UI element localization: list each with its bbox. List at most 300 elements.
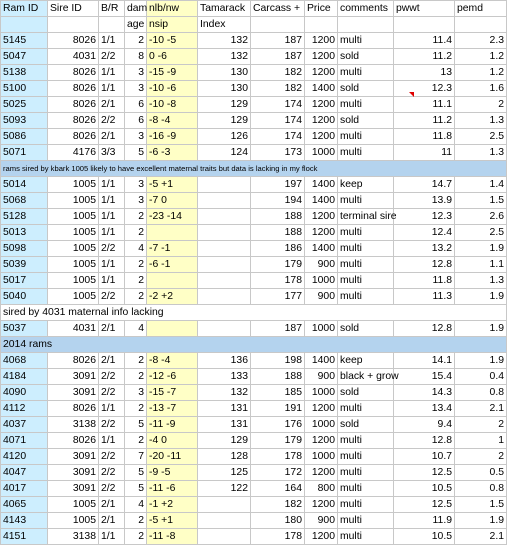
table-cell[interactable]: keep [338, 177, 394, 193]
table-cell[interactable]: 1400 [305, 353, 338, 369]
table-cell[interactable]: 2 [125, 273, 147, 289]
header-cell[interactable]: Sire ID [48, 1, 99, 17]
table-cell[interactable]: 8026 [48, 113, 99, 129]
table-cell[interactable]: 1/1 [99, 33, 125, 49]
table-cell[interactable]: 1200 [305, 465, 338, 481]
table-cell[interactable] [147, 321, 198, 337]
table-cell[interactable] [198, 513, 251, 529]
table-cell[interactable]: 4 [125, 497, 147, 513]
table-cell[interactable]: 8026 [48, 129, 99, 145]
table-cell[interactable]: 14.3 [394, 385, 455, 401]
table-cell[interactable]: 1.2 [455, 49, 507, 65]
table-cell[interactable]: 4068 [1, 353, 48, 369]
table-cell[interactable]: 11.2 [394, 113, 455, 129]
table-cell[interactable]: 2 [125, 33, 147, 49]
table-cell[interactable]: 11.1 [394, 97, 455, 113]
table-cell[interactable]: 187 [251, 49, 305, 65]
table-cell[interactable]: 177 [251, 289, 305, 305]
table-cell[interactable]: 1005 [48, 209, 99, 225]
header-cell[interactable]: B/R [99, 1, 125, 17]
table-cell[interactable]: 178 [251, 449, 305, 465]
table-cell[interactable]: 3/3 [99, 145, 125, 161]
table-cell[interactable]: 1.1 [455, 257, 507, 273]
table-cell[interactable]: 11.9 [394, 513, 455, 529]
table-cell[interactable]: 1200 [305, 401, 338, 417]
header-cell[interactable]: comments [338, 1, 394, 17]
table-cell[interactable]: 2/2 [99, 481, 125, 497]
table-cell[interactable]: 5098 [1, 241, 48, 257]
table-cell[interactable]: 900 [305, 369, 338, 385]
table-cell[interactable]: 126 [198, 129, 251, 145]
table-cell[interactable]: -1 +2 [147, 497, 198, 513]
table-cell[interactable]: -16 -9 [147, 129, 198, 145]
table-cell[interactable]: -8 -4 [147, 113, 198, 129]
table-cell[interactable] [198, 289, 251, 305]
table-cell[interactable]: sold [338, 49, 394, 65]
table-cell[interactable]: 1200 [305, 113, 338, 129]
header-cell[interactable]: Carcass + [251, 1, 305, 17]
section-note[interactable]: 2014 rams [1, 337, 507, 353]
table-cell[interactable]: 5138 [1, 65, 48, 81]
table-cell[interactable]: 2/2 [99, 465, 125, 481]
table-cell[interactable]: 8026 [48, 433, 99, 449]
table-cell[interactable]: 11.4 [394, 33, 455, 49]
table-cell[interactable]: 5071 [1, 145, 48, 161]
table-cell[interactable]: 15.4 [394, 369, 455, 385]
table-cell[interactable]: 125 [198, 465, 251, 481]
table-cell[interactable]: 2 [455, 449, 507, 465]
table-cell[interactable]: -4 0 [147, 433, 198, 449]
table-cell[interactable]: multi [338, 193, 394, 209]
table-cell[interactable]: 1200 [305, 49, 338, 65]
table-cell[interactable]: 5068 [1, 193, 48, 209]
table-cell[interactable]: multi [338, 257, 394, 273]
table-cell[interactable]: 182 [251, 81, 305, 97]
table-cell[interactable]: 1/1 [99, 225, 125, 241]
table-cell[interactable]: 1000 [305, 449, 338, 465]
table-cell[interactable]: 2 [125, 433, 147, 449]
table-cell[interactable]: 130 [198, 65, 251, 81]
subheader-cell[interactable] [251, 17, 305, 33]
table-cell[interactable]: 186 [251, 241, 305, 257]
table-cell[interactable]: 2/1 [99, 97, 125, 113]
table-cell[interactable]: 5 [125, 145, 147, 161]
table-cell[interactable]: -20 -11 [147, 449, 198, 465]
table-cell[interactable]: multi [338, 529, 394, 545]
table-cell[interactable]: 1.4 [455, 177, 507, 193]
header-cell[interactable]: pemd [455, 1, 507, 17]
table-cell[interactable]: -6 -3 [147, 145, 198, 161]
table-cell[interactable]: 2/2 [99, 113, 125, 129]
table-cell[interactable]: 0 -6 [147, 49, 198, 65]
table-cell[interactable]: 0.8 [455, 385, 507, 401]
subheader-cell[interactable] [394, 17, 455, 33]
table-cell[interactable]: 130 [198, 81, 251, 97]
table-cell[interactable]: 179 [251, 257, 305, 273]
table-cell[interactable]: 1/1 [99, 529, 125, 545]
table-cell[interactable]: 12.4 [394, 225, 455, 241]
table-cell[interactable]: 900 [305, 257, 338, 273]
table-cell[interactable]: 1400 [305, 241, 338, 257]
table-cell[interactable]: -13 -7 [147, 401, 198, 417]
table-cell[interactable]: 4184 [1, 369, 48, 385]
table-cell[interactable]: 2 [455, 97, 507, 113]
table-cell[interactable]: 131 [198, 417, 251, 433]
table-cell[interactable]: 5013 [1, 225, 48, 241]
table-cell[interactable]: 11.8 [394, 129, 455, 145]
table-cell[interactable]: 132 [198, 385, 251, 401]
table-cell[interactable]: 12.5 [394, 465, 455, 481]
table-cell[interactable]: 132 [198, 49, 251, 65]
table-cell[interactable]: 1/1 [99, 65, 125, 81]
table-cell[interactable]: 2/1 [99, 513, 125, 529]
table-cell[interactable]: 124 [198, 145, 251, 161]
table-cell[interactable]: 1200 [305, 129, 338, 145]
table-cell[interactable]: multi [338, 145, 394, 161]
table-cell[interactable]: 6 [125, 97, 147, 113]
table-cell[interactable]: 1.9 [455, 513, 507, 529]
table-cell[interactable]: 1200 [305, 97, 338, 113]
table-cell[interactable]: -12 -6 [147, 369, 198, 385]
table-cell[interactable]: 1200 [305, 433, 338, 449]
table-cell[interactable]: 5 [125, 481, 147, 497]
table-cell[interactable] [198, 241, 251, 257]
table-cell[interactable] [198, 497, 251, 513]
table-cell[interactable]: 5025 [1, 97, 48, 113]
table-cell[interactable]: -11 -6 [147, 481, 198, 497]
table-cell[interactable]: 2/2 [99, 417, 125, 433]
table-cell[interactable]: 129 [198, 97, 251, 113]
table-cell[interactable]: 2/2 [99, 449, 125, 465]
table-cell[interactable]: 3 [125, 81, 147, 97]
table-cell[interactable] [198, 225, 251, 241]
table-cell[interactable]: 12.3 [394, 209, 455, 225]
table-cell[interactable]: 8026 [48, 81, 99, 97]
table-cell[interactable]: 174 [251, 97, 305, 113]
section-note[interactable]: rams sired by kbark 1005 likely to have excellent maternal traits but data is lacking in my flock [1, 161, 507, 177]
table-cell[interactable]: 4037 [1, 417, 48, 433]
table-cell[interactable]: multi [338, 289, 394, 305]
table-cell[interactable]: 182 [251, 497, 305, 513]
table-cell[interactable] [198, 257, 251, 273]
table-cell[interactable]: 5 [125, 417, 147, 433]
header-cell[interactable]: Ram ID [1, 1, 48, 17]
subheader-cell[interactable]: Index [198, 17, 251, 33]
table-cell[interactable]: 182 [251, 65, 305, 81]
table-cell[interactable]: 1200 [305, 65, 338, 81]
table-cell[interactable]: 1.9 [455, 321, 507, 337]
table-cell[interactable]: 0.4 [455, 369, 507, 385]
table-cell[interactable]: multi [338, 433, 394, 449]
table-cell[interactable]: 3 [125, 177, 147, 193]
table-cell[interactable]: 4151 [1, 529, 48, 545]
table-cell[interactable]: 2/1 [99, 321, 125, 337]
table-cell[interactable]: 187 [251, 321, 305, 337]
table-cell[interactable]: 2/1 [99, 353, 125, 369]
table-cell[interactable]: -7 -1 [147, 241, 198, 257]
section-note[interactable]: sired by 4031 maternal info lacking [1, 305, 507, 321]
table-cell[interactable]: 5093 [1, 113, 48, 129]
table-cell[interactable]: 1.2 [455, 65, 507, 81]
table-cell[interactable]: 197 [251, 177, 305, 193]
table-cell[interactable]: 1200 [305, 209, 338, 225]
table-cell[interactable]: 8026 [48, 353, 99, 369]
table-cell[interactable]: 2 [125, 369, 147, 385]
table-cell[interactable]: 188 [251, 209, 305, 225]
table-cell[interactable]: sold [338, 321, 394, 337]
table-cell[interactable]: sold [338, 417, 394, 433]
table-cell[interactable]: 188 [251, 225, 305, 241]
table-cell[interactable]: 164 [251, 481, 305, 497]
table-cell[interactable]: 14.1 [394, 353, 455, 369]
table-cell[interactable]: 3138 [48, 529, 99, 545]
table-cell[interactable]: 2.1 [455, 401, 507, 417]
table-cell[interactable]: 1005 [48, 257, 99, 273]
table-cell[interactable]: 2 [125, 225, 147, 241]
table-cell[interactable]: multi [338, 129, 394, 145]
table-cell[interactable]: 122 [198, 481, 251, 497]
table-cell[interactable]: 12.8 [394, 433, 455, 449]
table-cell[interactable]: 1000 [305, 417, 338, 433]
table-cell[interactable]: 8026 [48, 97, 99, 113]
table-cell[interactable] [147, 225, 198, 241]
header-cell[interactable]: pwwt [394, 1, 455, 17]
table-cell[interactable]: 4017 [1, 481, 48, 497]
table-cell[interactable]: multi [338, 97, 394, 113]
table-cell[interactable]: 12.8 [394, 321, 455, 337]
table-cell[interactable]: 7 [125, 449, 147, 465]
table-cell[interactable]: -10 -8 [147, 97, 198, 113]
table-cell[interactable]: 198 [251, 353, 305, 369]
table-cell[interactable]: 1005 [48, 289, 99, 305]
table-cell[interactable]: 1/1 [99, 81, 125, 97]
table-cell[interactable]: -23 -14 [147, 209, 198, 225]
table-cell[interactable]: 178 [251, 273, 305, 289]
table-cell[interactable]: 5014 [1, 177, 48, 193]
table-cell[interactable]: 1005 [48, 177, 99, 193]
table-cell[interactable]: sold [338, 113, 394, 129]
header-cell[interactable]: Price [305, 1, 338, 17]
table-cell[interactable]: 5047 [1, 49, 48, 65]
table-cell[interactable]: 1005 [48, 497, 99, 513]
table-cell[interactable]: 1.5 [455, 497, 507, 513]
table-cell[interactable]: 2.3 [455, 33, 507, 49]
table-cell[interactable]: multi [338, 273, 394, 289]
table-cell[interactable]: 1005 [48, 225, 99, 241]
table-cell[interactable]: 1.5 [455, 193, 507, 209]
table-cell[interactable]: 1/1 [99, 401, 125, 417]
table-cell[interactable]: 1200 [305, 33, 338, 49]
table-cell[interactable]: 1.9 [455, 289, 507, 305]
table-cell[interactable]: multi [338, 225, 394, 241]
header-cell[interactable]: nlb/nw [147, 1, 198, 17]
table-cell[interactable]: 131 [198, 401, 251, 417]
table-cell[interactable]: 1/1 [99, 193, 125, 209]
table-cell[interactable]: 5 [125, 465, 147, 481]
table-cell[interactable]: 2/1 [99, 497, 125, 513]
table-cell[interactable]: 194 [251, 193, 305, 209]
table-cell[interactable]: 8026 [48, 401, 99, 417]
table-cell[interactable]: 172 [251, 465, 305, 481]
table-cell[interactable]: 3 [125, 129, 147, 145]
table-cell[interactable]: 11 [394, 145, 455, 161]
table-cell[interactable]: 13 [394, 65, 455, 81]
table-cell[interactable]: 1/1 [99, 273, 125, 289]
table-cell[interactable]: 2 [125, 353, 147, 369]
table-cell[interactable]: 178 [251, 529, 305, 545]
table-cell[interactable]: -10 -5 [147, 33, 198, 49]
table-cell[interactable]: 179 [251, 433, 305, 449]
table-cell[interactable]: -11 -8 [147, 529, 198, 545]
table-cell[interactable]: 1/1 [99, 209, 125, 225]
table-cell[interactable]: 4 [125, 241, 147, 257]
table-cell[interactable]: 2/2 [99, 49, 125, 65]
table-cell[interactable]: 1 [455, 433, 507, 449]
table-cell[interactable]: multi [338, 241, 394, 257]
table-cell[interactable]: multi [338, 401, 394, 417]
table-cell[interactable]: 187 [251, 33, 305, 49]
table-cell[interactable]: 5039 [1, 257, 48, 273]
table-cell[interactable]: 3 [125, 193, 147, 209]
table-cell[interactable]: terminal sire [338, 209, 394, 225]
table-cell[interactable]: 8 [125, 49, 147, 65]
subheader-cell[interactable] [305, 17, 338, 33]
table-cell[interactable] [198, 273, 251, 289]
table-cell[interactable]: 8026 [48, 33, 99, 49]
table-cell[interactable] [198, 321, 251, 337]
subheader-cell[interactable] [1, 17, 48, 33]
table-cell[interactable]: 4047 [1, 465, 48, 481]
table-cell[interactable]: 2/2 [99, 385, 125, 401]
table-cell[interactable]: 132 [198, 33, 251, 49]
table-cell[interactable]: -10 -6 [147, 81, 198, 97]
table-cell[interactable]: 1.3 [455, 113, 507, 129]
subheader-cell[interactable] [455, 17, 507, 33]
table-cell[interactable]: 13.2 [394, 241, 455, 257]
table-cell[interactable]: 4031 [48, 321, 99, 337]
table-cell[interactable]: 1.3 [455, 145, 507, 161]
table-cell[interactable]: 2.6 [455, 209, 507, 225]
table-cell[interactable]: multi [338, 481, 394, 497]
table-cell[interactable] [198, 177, 251, 193]
table-cell[interactable]: 13.4 [394, 401, 455, 417]
table-cell[interactable]: keep [338, 353, 394, 369]
table-cell[interactable]: 1200 [305, 225, 338, 241]
table-cell[interactable]: 5037 [1, 321, 48, 337]
table-cell[interactable]: -7 0 [147, 193, 198, 209]
table-cell[interactable]: 1/1 [99, 433, 125, 449]
table-cell[interactable]: -11 -9 [147, 417, 198, 433]
table-cell[interactable]: 5128 [1, 209, 48, 225]
table-cell[interactable]: 3 [125, 385, 147, 401]
table-cell[interactable]: 174 [251, 129, 305, 145]
table-cell[interactable]: 12.3 [394, 81, 455, 97]
table-cell[interactable]: 2.1 [455, 529, 507, 545]
table-cell[interactable]: 10.7 [394, 449, 455, 465]
subheader-cell[interactable]: nsip [147, 17, 198, 33]
table-cell[interactable]: 1400 [305, 81, 338, 97]
table-cell[interactable]: 129 [198, 433, 251, 449]
table-cell[interactable]: multi [338, 465, 394, 481]
table-cell[interactable]: 176 [251, 417, 305, 433]
header-cell[interactable]: dam [125, 1, 147, 17]
table-cell[interactable]: 4120 [1, 449, 48, 465]
table-cell[interactable]: 900 [305, 289, 338, 305]
table-cell[interactable]: 0.8 [455, 481, 507, 497]
table-cell[interactable]: 11.8 [394, 273, 455, 289]
table-cell[interactable]: 1005 [48, 241, 99, 257]
table-cell[interactable]: -5 +1 [147, 513, 198, 529]
table-cell[interactable]: 13.9 [394, 193, 455, 209]
table-cell[interactable]: 5145 [1, 33, 48, 49]
subheader-cell[interactable] [338, 17, 394, 33]
table-cell[interactable] [147, 273, 198, 289]
table-cell[interactable]: multi [338, 65, 394, 81]
table-cell[interactable]: 185 [251, 385, 305, 401]
table-cell[interactable]: 136 [198, 353, 251, 369]
table-cell[interactable]: 174 [251, 113, 305, 129]
table-cell[interactable]: multi [338, 513, 394, 529]
table-cell[interactable]: -5 +1 [147, 177, 198, 193]
table-cell[interactable]: 4176 [48, 145, 99, 161]
table-cell[interactable] [198, 529, 251, 545]
table-cell[interactable]: -15 -7 [147, 385, 198, 401]
table-cell[interactable]: 1200 [305, 497, 338, 513]
table-cell[interactable]: -9 -5 [147, 465, 198, 481]
table-cell[interactable]: -2 +2 [147, 289, 198, 305]
table-cell[interactable]: 3 [125, 65, 147, 81]
table-cell[interactable]: 188 [251, 369, 305, 385]
table-cell[interactable]: 1000 [305, 321, 338, 337]
subheader-cell[interactable] [99, 17, 125, 33]
table-cell[interactable]: 1005 [48, 513, 99, 529]
table-cell[interactable]: sold [338, 81, 394, 97]
table-cell[interactable]: 2.5 [455, 225, 507, 241]
table-cell[interactable]: 1/1 [99, 257, 125, 273]
table-cell[interactable]: 2 [125, 513, 147, 529]
table-cell[interactable]: 900 [305, 513, 338, 529]
header-cell[interactable]: Tamarack [198, 1, 251, 17]
table-cell[interactable]: 3138 [48, 417, 99, 433]
table-cell[interactable]: 1000 [305, 145, 338, 161]
table-cell[interactable]: 5100 [1, 81, 48, 97]
table-cell[interactable]: 1400 [305, 193, 338, 209]
table-cell[interactable] [198, 209, 251, 225]
table-cell[interactable]: 3091 [48, 385, 99, 401]
table-cell[interactable]: 2/2 [99, 369, 125, 385]
table-cell[interactable]: -15 -9 [147, 65, 198, 81]
table-cell[interactable]: 3091 [48, 481, 99, 497]
table-cell[interactable]: 129 [198, 113, 251, 129]
table-cell[interactable]: 128 [198, 449, 251, 465]
table-cell[interactable]: 0.5 [455, 465, 507, 481]
table-cell[interactable]: 191 [251, 401, 305, 417]
table-cell[interactable]: 4090 [1, 385, 48, 401]
table-cell[interactable]: 10.5 [394, 529, 455, 545]
table-cell[interactable]: 173 [251, 145, 305, 161]
table-cell[interactable] [198, 193, 251, 209]
table-cell[interactable]: 2 [125, 529, 147, 545]
table-cell[interactable]: 1200 [305, 529, 338, 545]
table-cell[interactable]: 2/2 [99, 289, 125, 305]
table-cell[interactable]: 3091 [48, 449, 99, 465]
table-cell[interactable]: 11.3 [394, 289, 455, 305]
table-cell[interactable]: 1400 [305, 177, 338, 193]
table-cell[interactable]: 9.4 [394, 417, 455, 433]
table-cell[interactable]: 1000 [305, 385, 338, 401]
table-cell[interactable]: 1005 [48, 273, 99, 289]
table-cell[interactable]: 1005 [48, 193, 99, 209]
